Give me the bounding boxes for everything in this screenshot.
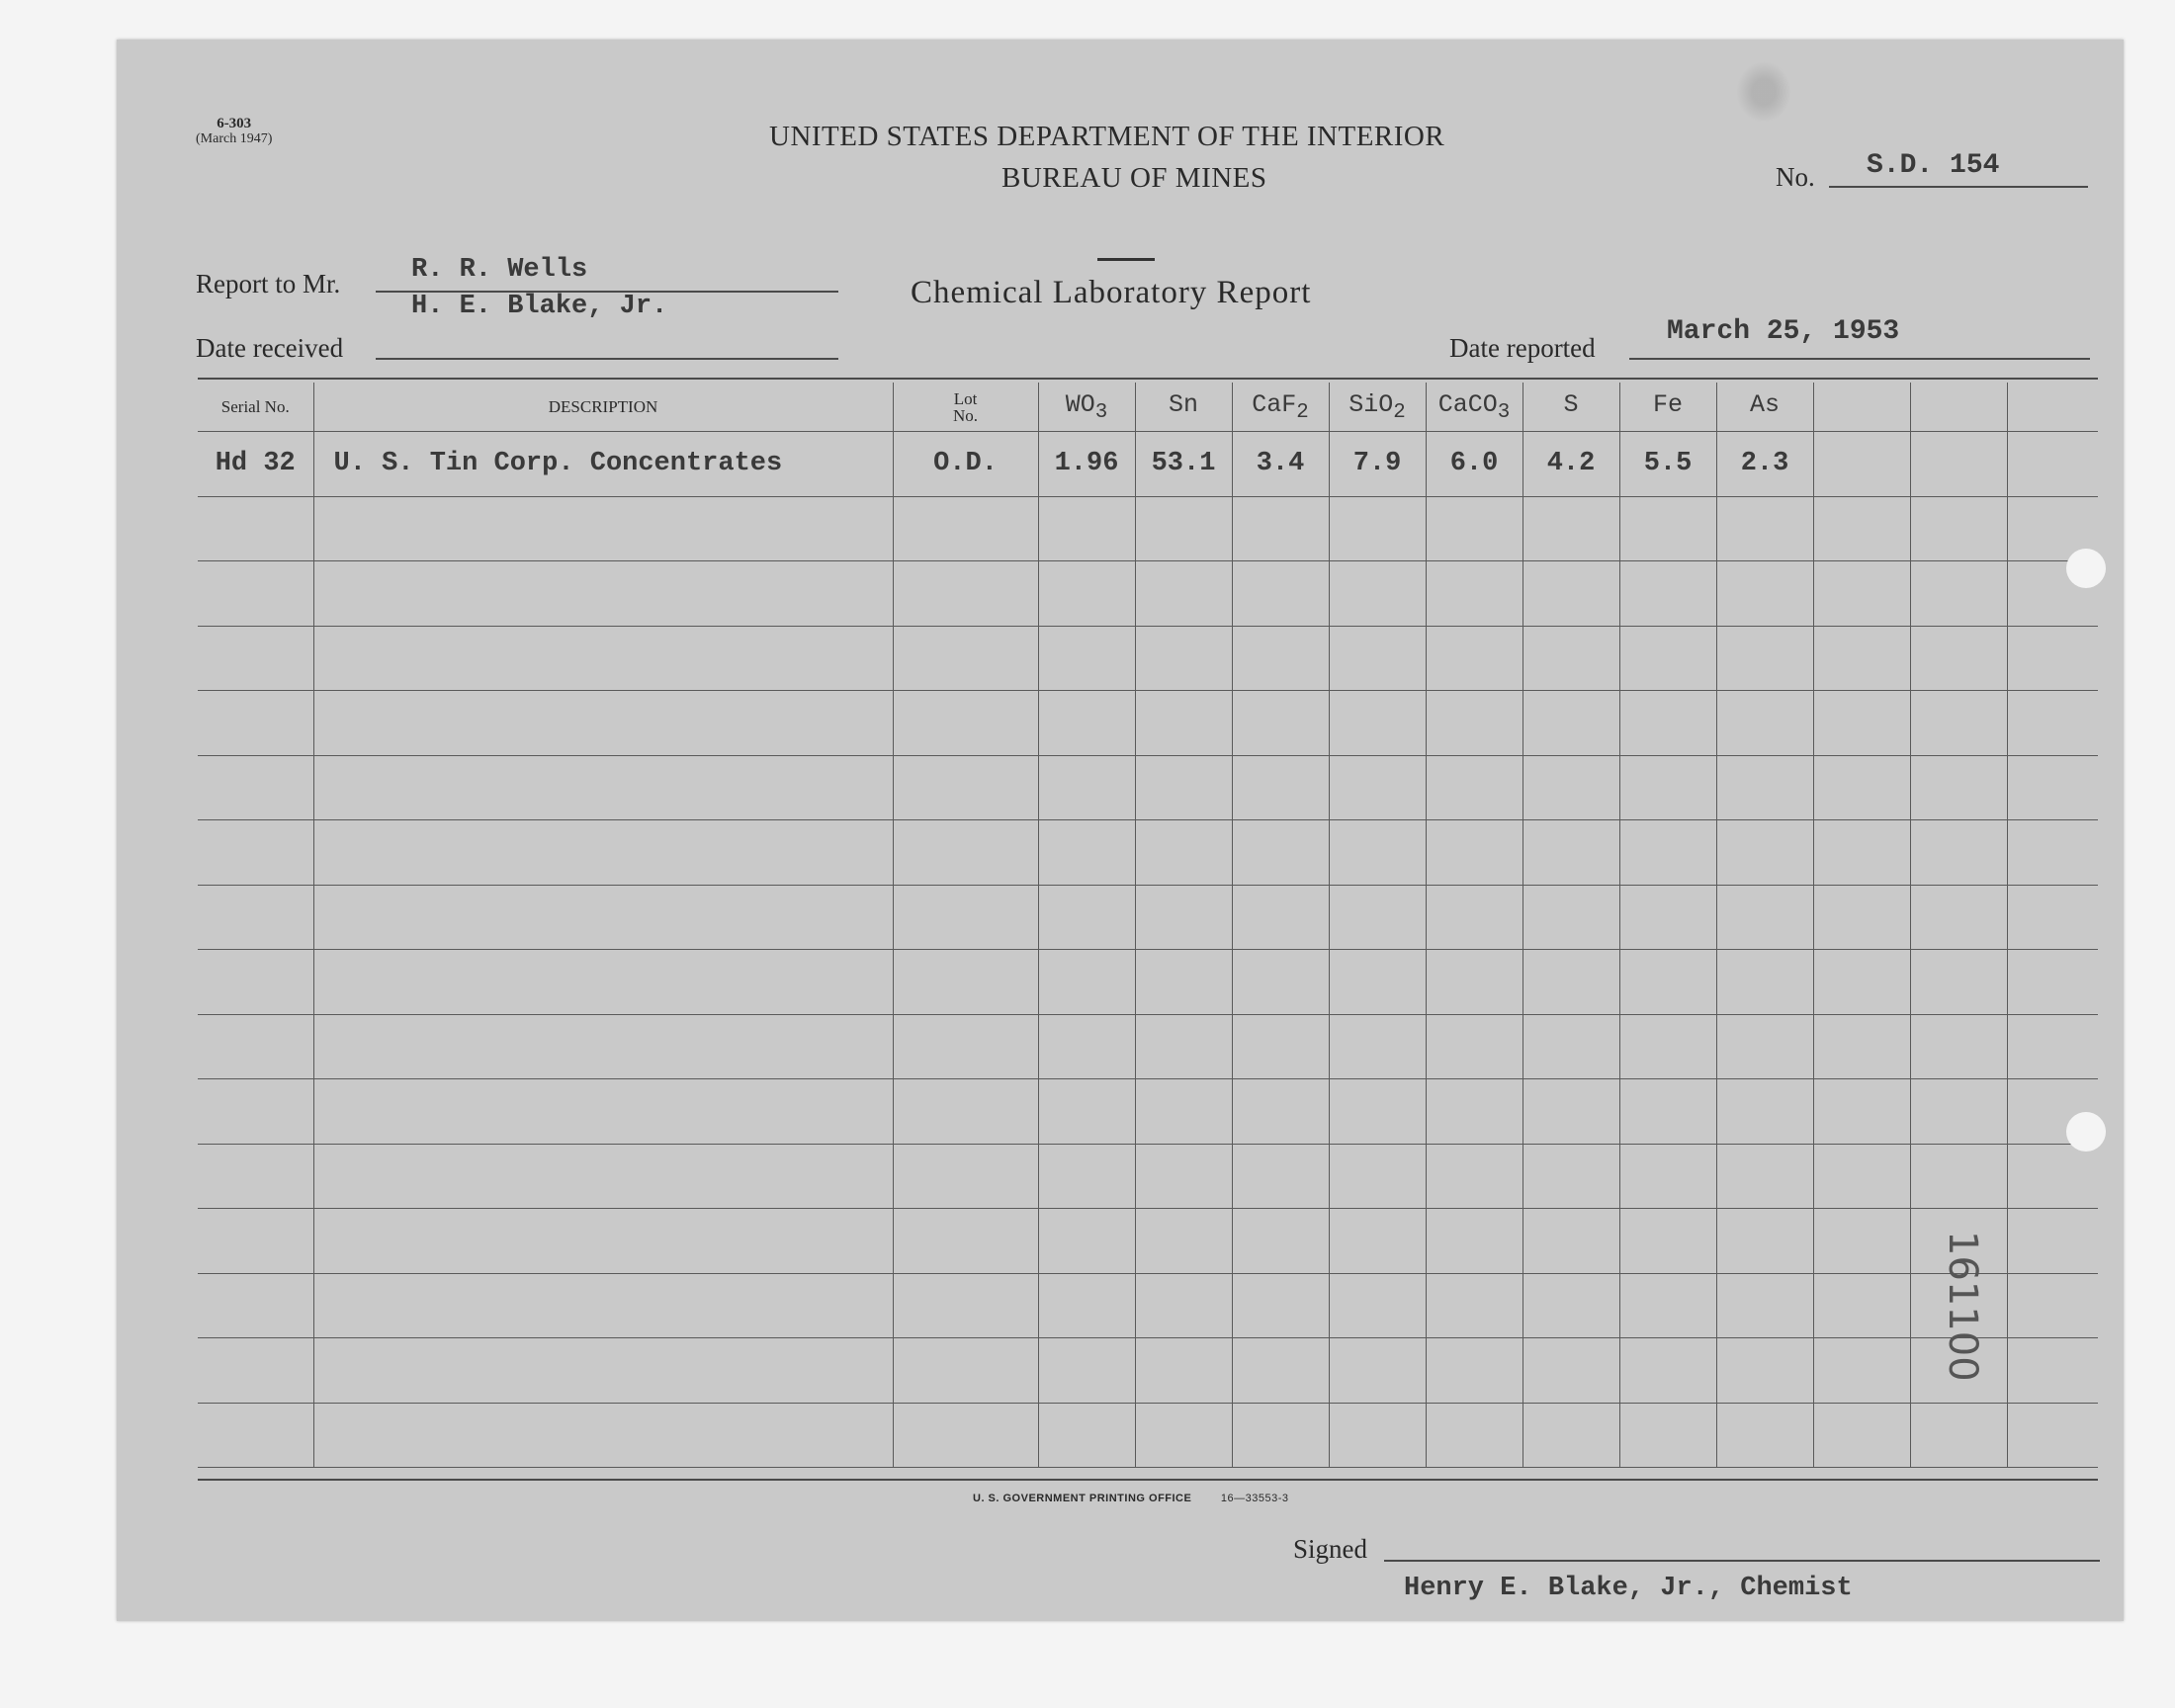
empty-cell: [1910, 496, 2007, 561]
empty-cell: [313, 885, 893, 950]
empty-cell: [1716, 1403, 1813, 1468]
empty-cell: [1813, 1079, 1910, 1145]
empty-cell: [1426, 1209, 1522, 1274]
empty-cell: [1038, 1144, 1135, 1209]
empty-cell: [893, 885, 1038, 950]
empty-cell: [2007, 885, 2098, 950]
signature-line: [1384, 1560, 2100, 1562]
empty-cell: [1135, 1144, 1232, 1209]
empty-cell: [1232, 1209, 1329, 1274]
empty-cell: [1038, 820, 1135, 886]
empty-cell: [1038, 1273, 1135, 1338]
empty-cell: [1232, 1079, 1329, 1145]
empty-row: [198, 1209, 2098, 1274]
empty-cell: [1426, 1338, 1522, 1404]
empty-cell: [1619, 1144, 1716, 1209]
empty-cell: [1038, 691, 1135, 756]
empty-cell: [893, 496, 1038, 561]
empty-row: [198, 755, 2098, 820]
empty-cell: [1716, 885, 1813, 950]
empty-cell: [1813, 1273, 1910, 1338]
report-number-label: No.: [1776, 162, 1815, 192]
empty-cell: [1329, 691, 1426, 756]
empty-cell: [198, 1403, 313, 1468]
empty-cell: [893, 950, 1038, 1015]
report-to-name-2: H. E. Blake, Jr.: [411, 292, 668, 321]
empty-cell: [1716, 496, 1813, 561]
empty-cell: [1135, 950, 1232, 1015]
lot-no-header: Lot No.: [893, 383, 1038, 432]
empty-cell: [1135, 496, 1232, 561]
empty-cell: [1813, 561, 1910, 627]
empty-cell: [1910, 1144, 2007, 1209]
empty-cell: [313, 1273, 893, 1338]
empty-cell: [2007, 1338, 2098, 1404]
printing-office: U. S. GOVERNMENT PRINTING OFFICE: [973, 1493, 1192, 1504]
empty-cell: [1232, 755, 1329, 820]
empty-cell: [1813, 626, 1910, 691]
empty-cell: [1329, 885, 1426, 950]
empty-cell: [893, 691, 1038, 756]
empty-cell: [1135, 755, 1232, 820]
form-number: 6-303: [217, 116, 252, 131]
empty-cell: [893, 1273, 1038, 1338]
empty-cell: [1716, 691, 1813, 756]
empty-cell: [893, 755, 1038, 820]
empty-cell: [1910, 755, 2007, 820]
empty-cell: [2007, 950, 2098, 1015]
table-row: [198, 432, 2098, 497]
empty-cell: [1329, 1079, 1426, 1145]
element-header-sio2: SiO$_2$: [1329, 383, 1426, 432]
empty-cell: [1813, 496, 1910, 561]
value-cell-fe: 5.5: [1619, 432, 1716, 497]
empty-cell: [1813, 432, 1910, 497]
lot-cell: O.D.: [893, 432, 1038, 497]
empty-cell: [1426, 755, 1522, 820]
empty-cell: [1813, 1338, 1910, 1404]
empty-cell: [893, 820, 1038, 886]
empty-cell: [1522, 1144, 1619, 1209]
empty-cell: [1619, 1403, 1716, 1468]
empty-cell: [1329, 561, 1426, 627]
empty-cell: [198, 1209, 313, 1274]
empty-cell: [1910, 950, 2007, 1015]
empty-cell: [1522, 755, 1619, 820]
element-header-fe: Fe: [1619, 383, 1716, 432]
empty-cell: [1522, 1273, 1619, 1338]
punch-hole: [2066, 1112, 2106, 1152]
empty-cell: [1038, 1209, 1135, 1274]
empty-cell: [1038, 1079, 1135, 1145]
empty-cell: [1135, 885, 1232, 950]
empty-row: [198, 561, 2098, 627]
empty-cell: [1038, 885, 1135, 950]
empty-cell: [1813, 1403, 1910, 1468]
empty-cell: [198, 561, 313, 627]
empty-cell: [313, 496, 893, 561]
empty-cell: [1522, 1079, 1619, 1145]
empty-cell: [1232, 820, 1329, 886]
bureau-title: BUREAU OF MINES: [1001, 162, 1267, 194]
empty-cell: [1910, 691, 2007, 756]
blank-header: [2007, 383, 2098, 432]
empty-cell: [1232, 885, 1329, 950]
empty-cell: [1910, 820, 2007, 886]
report-form: [117, 40, 2124, 1621]
form-revision-date: (March 1947): [196, 131, 273, 146]
empty-cell: [1426, 691, 1522, 756]
empty-cell: [1135, 1079, 1232, 1145]
empty-cell: [313, 1079, 893, 1145]
description-cell: U. S. Tin Corp. Concentrates: [313, 432, 893, 497]
empty-cell: [1135, 626, 1232, 691]
ink-stamp-mark: [1736, 61, 1791, 123]
empty-cell: [1619, 1014, 1716, 1079]
empty-cell: [1813, 1209, 1910, 1274]
empty-cell: [1426, 626, 1522, 691]
empty-cell: [2007, 626, 2098, 691]
empty-cell: [1426, 885, 1522, 950]
empty-cell: [1038, 1014, 1135, 1079]
empty-row: [198, 1273, 2098, 1338]
date-reported-value: March 25, 1953: [1667, 316, 1900, 347]
empty-cell: [1038, 496, 1135, 561]
empty-cell: [1135, 1403, 1232, 1468]
empty-cell: [1329, 1403, 1426, 1468]
empty-cell: [1813, 1144, 1910, 1209]
empty-cell: [1038, 755, 1135, 820]
element-header-wo3: $WO_3$: [1038, 383, 1135, 432]
empty-cell: [313, 626, 893, 691]
empty-cell: [2007, 755, 2098, 820]
empty-cell: [198, 626, 313, 691]
empty-cell: [313, 1338, 893, 1404]
value-cell-caf2: 3.4: [1232, 432, 1329, 497]
empty-cell: [1522, 626, 1619, 691]
empty-cell: [2007, 691, 2098, 756]
empty-row: [198, 950, 2098, 1015]
empty-cell: [1813, 755, 1910, 820]
empty-cell: [1619, 885, 1716, 950]
empty-cell: [893, 626, 1038, 691]
empty-cell: [1716, 1079, 1813, 1145]
element-header-sn: Sn: [1135, 383, 1232, 432]
date-reported-label: Date reported: [1449, 333, 1596, 363]
printing-code: 16—33553-3: [1220, 1493, 1289, 1504]
empty-cell: [893, 1338, 1038, 1404]
empty-cell: [1522, 691, 1619, 756]
empty-cell: [1522, 1014, 1619, 1079]
description-header: DESCRIPTION: [313, 383, 893, 432]
blank-header: [1813, 383, 1910, 432]
empty-cell: [1716, 1338, 1813, 1404]
empty-cell: [198, 1338, 313, 1404]
table-bottom-rule: [198, 1479, 2098, 1481]
empty-cell: [1716, 1209, 1813, 1274]
empty-cell: [1232, 561, 1329, 627]
empty-cell: [1619, 1079, 1716, 1145]
form-code: [196, 117, 272, 146]
empty-cell: [1619, 496, 1716, 561]
empty-cell: [1329, 1014, 1426, 1079]
empty-cell: [1910, 885, 2007, 950]
report-number-value: S.D. 154: [1867, 150, 2000, 181]
empty-cell: [313, 561, 893, 627]
empty-cell: [1135, 820, 1232, 886]
empty-cell: [198, 950, 313, 1015]
empty-cell: [1716, 755, 1813, 820]
empty-cell: [198, 1014, 313, 1079]
empty-cell: [1522, 561, 1619, 627]
value-cell-as: 2.3: [1716, 432, 1813, 497]
empty-cell: [1716, 950, 1813, 1015]
empty-cell: [198, 755, 313, 820]
empty-cell: [1619, 1338, 1716, 1404]
empty-cell: [1716, 1144, 1813, 1209]
value-cell-sio2: 7.9: [1329, 432, 1426, 497]
element-header-as: As: [1716, 383, 1813, 432]
printing-office-credit: [973, 1493, 1289, 1504]
empty-cell: [1619, 561, 1716, 627]
empty-cell: [1329, 496, 1426, 561]
empty-cell: [1232, 691, 1329, 756]
empty-cell: [893, 1014, 1038, 1079]
empty-cell: [1426, 950, 1522, 1015]
empty-cell: [1910, 1014, 2007, 1079]
empty-cell: [1522, 1209, 1619, 1274]
empty-row: [198, 626, 2098, 691]
empty-cell: [1232, 626, 1329, 691]
empty-cell: [1522, 496, 1619, 561]
empty-cell: [313, 1403, 893, 1468]
empty-cell: [2007, 1209, 2098, 1274]
empty-cell: [1619, 820, 1716, 886]
empty-cell: [1619, 1273, 1716, 1338]
empty-cell: [1232, 1273, 1329, 1338]
empty-cell: [198, 496, 313, 561]
empty-row: [198, 1014, 2098, 1079]
department-title: UNITED STATES DEPARTMENT OF THE INTERIOR: [769, 121, 1445, 152]
date-received-label: Date received: [196, 333, 344, 363]
empty-cell: [893, 561, 1038, 627]
empty-cell: [313, 1209, 893, 1274]
report-to-label: Report to Mr.: [196, 269, 341, 299]
empty-cell: [1910, 561, 2007, 627]
empty-cell: [893, 1403, 1038, 1468]
analysis-table: [198, 383, 2098, 1468]
empty-cell: [198, 885, 313, 950]
report-to-name-1: R. R. Wells: [411, 255, 588, 285]
empty-cell: [1135, 1338, 1232, 1404]
empty-cell: [1716, 1014, 1813, 1079]
element-header-caco3: CaCO$_3$: [1426, 383, 1522, 432]
empty-cell: [1038, 1338, 1135, 1404]
value-cell-caco3: 6.0: [1426, 432, 1522, 497]
report-title: Chemical Laboratory Report: [911, 275, 1312, 310]
empty-cell: [313, 691, 893, 756]
empty-cell: [313, 1014, 893, 1079]
empty-cell: [198, 1079, 313, 1145]
empty-cell: [1619, 691, 1716, 756]
empty-cell: [2007, 1403, 2098, 1468]
date-reported-line: [1629, 358, 2090, 360]
empty-cell: [1522, 1403, 1619, 1468]
empty-cell: [1038, 561, 1135, 627]
empty-cell: [1329, 755, 1426, 820]
empty-cell: [1426, 1403, 1522, 1468]
serial-no-header: Serial No.: [198, 383, 313, 432]
empty-cell: [1329, 1338, 1426, 1404]
empty-cell: [1329, 1144, 1426, 1209]
empty-cell: [1910, 1079, 2007, 1145]
serial-cell: Hd 32: [198, 432, 313, 497]
empty-cell: [1813, 1014, 1910, 1079]
empty-cell: [1329, 950, 1426, 1015]
empty-cell: [1813, 691, 1910, 756]
empty-cell: [1522, 885, 1619, 950]
empty-cell: [1619, 755, 1716, 820]
empty-cell: [1716, 820, 1813, 886]
empty-cell: [2007, 1273, 2098, 1338]
empty-cell: [1232, 1144, 1329, 1209]
element-header-s: S: [1522, 383, 1619, 432]
empty-cell: [893, 1144, 1038, 1209]
empty-cell: [1038, 950, 1135, 1015]
empty-cell: [1426, 1144, 1522, 1209]
empty-cell: [1426, 1273, 1522, 1338]
empty-cell: [1329, 626, 1426, 691]
chemist-name: Henry E. Blake, Jr., Chemist: [1404, 1574, 1853, 1603]
empty-row: [198, 1403, 2098, 1468]
empty-row: [198, 1079, 2098, 1145]
empty-row: [198, 820, 2098, 886]
element-header-caf2: CaF$_2$: [1232, 383, 1329, 432]
empty-cell: [2007, 1144, 2098, 1209]
empty-row: [198, 1338, 2098, 1404]
value-cell-wo3: 1.96: [1038, 432, 1135, 497]
empty-cell: [1426, 561, 1522, 627]
empty-cell: [313, 755, 893, 820]
empty-cell: [1522, 1338, 1619, 1404]
title-rule: [1097, 258, 1155, 261]
empty-cell: [1135, 1273, 1232, 1338]
empty-cell: [1232, 1014, 1329, 1079]
empty-cell: [1619, 950, 1716, 1015]
empty-cell: [1038, 626, 1135, 691]
blank-header: [1910, 383, 2007, 432]
margin-handwritten-number: 161100: [1940, 1231, 1985, 1382]
empty-row: [198, 496, 2098, 561]
signed-label: Signed: [1293, 1534, 1368, 1564]
empty-cell: [1910, 626, 2007, 691]
date-received-line: [376, 358, 838, 360]
empty-cell: [1329, 820, 1426, 886]
empty-cell: [1135, 691, 1232, 756]
empty-cell: [1522, 820, 1619, 886]
empty-cell: [1329, 1273, 1426, 1338]
empty-cell: [2007, 1014, 2098, 1079]
empty-cell: [893, 1209, 1038, 1274]
empty-cell: [1910, 1403, 2007, 1468]
empty-cell: [1619, 626, 1716, 691]
empty-cell: [1813, 885, 1910, 950]
empty-cell: [198, 1273, 313, 1338]
empty-row: [198, 691, 2098, 756]
empty-cell: [1426, 1014, 1522, 1079]
empty-cell: [1619, 1209, 1716, 1274]
table-header-row: [198, 383, 2098, 432]
empty-cell: [1522, 950, 1619, 1015]
empty-cell: [1232, 950, 1329, 1015]
empty-cell: [893, 1079, 1038, 1145]
report-number-line: [1829, 186, 2088, 188]
empty-cell: [198, 820, 313, 886]
empty-cell: [1135, 561, 1232, 627]
empty-cell: [1232, 1403, 1329, 1468]
empty-cell: [198, 691, 313, 756]
punch-hole: [2066, 549, 2106, 588]
empty-cell: [1426, 496, 1522, 561]
empty-cell: [1813, 820, 1910, 886]
empty-cell: [1716, 1273, 1813, 1338]
empty-cell: [313, 950, 893, 1015]
empty-cell: [1813, 950, 1910, 1015]
empty-row: [198, 1144, 2098, 1209]
empty-cell: [1716, 561, 1813, 627]
value-cell-s: 4.2: [1522, 432, 1619, 497]
table-top-rule: [198, 378, 2098, 380]
empty-cell: [1426, 1079, 1522, 1145]
empty-cell: [198, 1144, 313, 1209]
value-cell-sn: 53.1: [1135, 432, 1232, 497]
empty-cell: [2007, 432, 2098, 497]
empty-cell: [313, 820, 893, 886]
empty-cell: [1135, 1014, 1232, 1079]
empty-cell: [1135, 1209, 1232, 1274]
empty-cell: [1329, 1209, 1426, 1274]
empty-row: [198, 885, 2098, 950]
empty-cell: [1232, 496, 1329, 561]
empty-cell: [1716, 626, 1813, 691]
empty-cell: [313, 1144, 893, 1209]
empty-cell: [2007, 820, 2098, 886]
empty-cell: [1426, 820, 1522, 886]
empty-cell: [1038, 1403, 1135, 1468]
empty-cell: [1910, 432, 2007, 497]
empty-cell: [1232, 1338, 1329, 1404]
